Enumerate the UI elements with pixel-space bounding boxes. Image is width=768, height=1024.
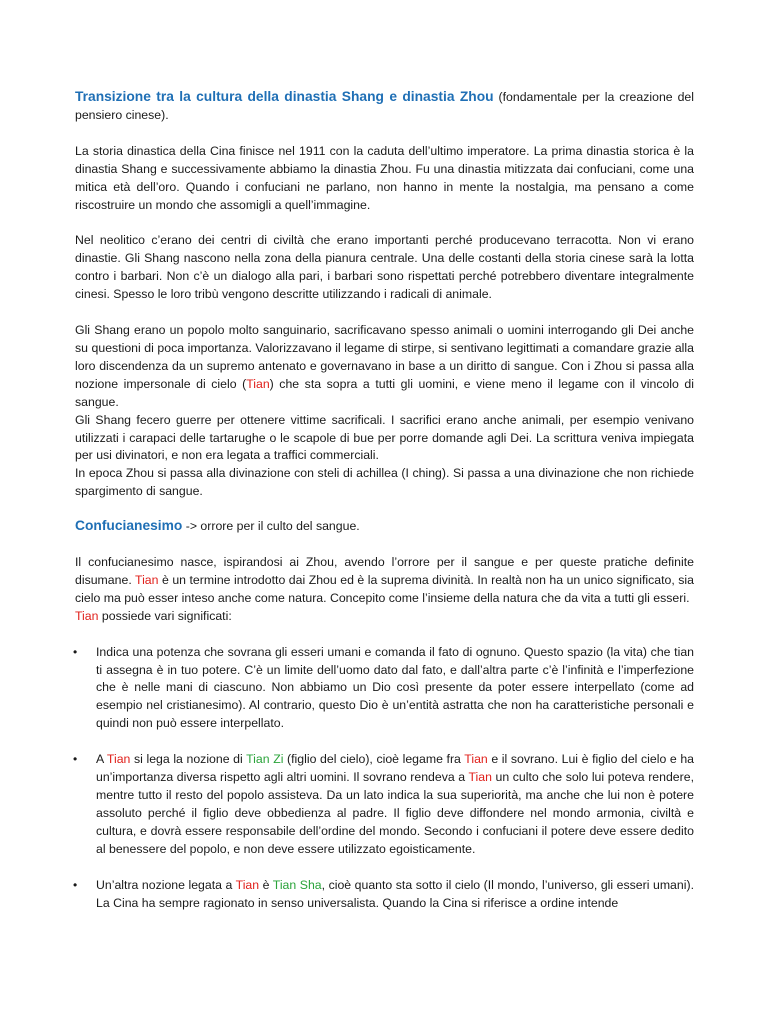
term-tian: Tian bbox=[75, 608, 99, 623]
term-tian: Tian bbox=[468, 770, 492, 785]
paragraph-confucianesimo-nasce: Il confucianesimo nasce, ispirandosi ai Zhou, avendo l’orrore per il sangue e per queste pratiche definite disumane. Tian è un termine introdotto dai Zhou ed è la suprema divinità. In realtà non ha un unico significato, sia cielo ma può esser inteso anche come natura. Concepito come l’insieme della natura che da vita a tutti gli esseri. bbox=[75, 555, 694, 605]
term-tian-zi: Tian Zi bbox=[246, 752, 284, 767]
term-tian: Tian bbox=[135, 572, 159, 587]
section-heading-confucianesimo bbox=[75, 517, 694, 536]
heading-note: (fondamentale per la creazione del pensiero cinese). bbox=[75, 90, 694, 122]
bullet-list bbox=[75, 644, 694, 913]
document-page bbox=[75, 88, 694, 912]
bullet-icon: • bbox=[73, 644, 78, 659]
section-heading-transizione bbox=[75, 88, 694, 125]
term-tian: Tian bbox=[106, 752, 131, 767]
bullet-icon: • bbox=[73, 752, 78, 767]
paragraph-neolitico: Nel neolitico c’erano dei centri di civiltà che erano importanti perché producevano terracotta. Non vi erano dinastie. Gli Shang nascono nella zona della pianura centrale. Una delle costanti della storia cinese sarà la lotta contro i barbari. Non c’è un dialogo alla pari, i barbari sono rispettati perché potrebbero diventare integralmente cinesi. Spesso le loro tribù vengono descritte utilizzando i radicali di animale. bbox=[75, 233, 694, 302]
paragraph-storia-dinastica: La storia dinastica della Cina finisce nel 1911 con la caduta dell’ultimo imperatore. La prima dinastia storica è la dinastia Shang e successivamente abbiamo la dinastia Zhou. Fu una dinastia mitizzata dai confuciani, come una mitica età dell’oro. Quando i confuciani ne parlano, non hanno in mente la nostalgia, ma pensano a come riscostruire un mondo che assomigli a quell’immagine. bbox=[75, 143, 694, 212]
heading-title: Transizione tra la cultura della dinastia Shang e dinastia Zhou bbox=[75, 89, 494, 104]
term-tian-sha: Tian Sha bbox=[272, 877, 322, 892]
bullet-icon: • bbox=[73, 877, 78, 892]
paragraph-shang-sanguinario: Gli Shang erano un popolo molto sanguinario, sacrificavano spesso animali o uomini interrogando gli Dei anche su questioni di poca importanza. Valorizzavano il legame di stirpe, si sentivano legittimati a comandare grazie alla loro discendenza da un supremo antenato e governavano in base a un diritto di sangue. Con i Zhou si passa alla nozione impersonale di cielo (Tian) che sta sopra a tutti gli uomini, e viene meno il legame con il vincolo di sangue. bbox=[75, 323, 694, 409]
term-tian: Tian bbox=[235, 877, 260, 892]
paragraph-tian-significati: Tian possiede vari significati: bbox=[75, 608, 232, 623]
term-tian: Tian bbox=[246, 376, 270, 391]
list-item: • Indica una potenza che sovrana gli esseri umani e comanda il fato di ognuno. Questo spazio (la vita) che tian ti assegna è in tuo potere. C’è un limite dell’uomo dato dal fato, e dall’altra parte c’è l’infinità e l’imperfezione che è nelle mani di ciascuno. Non abbiamo un Dio così presente da poter essere interpellato (come ad esempio nel cristianesimo). Al contrario, questo Dio è un’entità astratta che non ha caratteristiche personali e quindi non può essere interpellato. bbox=[73, 644, 694, 731]
paragraph-guerre: Gli Shang fecero guerre per ottenere vittime sacrificali. I sacrifici erano anche animali, per esempio venivano utilizzati i carapaci delle tartarughe o le scapole di bue per porre domande agli Dei. La scrittura veniva impiegata per usi divinatori, e non era legata a traffici commerciali. bbox=[75, 412, 694, 463]
list-item: • Un’altra nozione legata a Tian è Tian Sha, cioè quanto sta sotto il cielo (Il mondo, l’universo, gli esseri umani). La Cina ha sempre ragionato in senso universalista. Quando la Cina si riferisce a ordine intende bbox=[73, 877, 694, 910]
term-tian: Tian bbox=[464, 752, 488, 767]
heading-title: Confucianesimo bbox=[75, 518, 183, 534]
heading-note: -> orrore per il culto del sangue. bbox=[182, 519, 360, 534]
list-item: • A Tian si lega la nozione di Tian Zi (figlio del cielo), cioè legame fra Tian e il sovrano. Lui è figlio del cielo e ha un’importanza diversa rispetto agli altri uomini. Il sovrano rendeva a Tian un culto che solo lui poteva rendere, mentre tutto il resto del popolo assisteva. Da un lato indica la sua superiorità, ma anche che lui non è potere assoluto perché il figlio deve obbedienza al padre. Il figlio deve diffondere nel mondo armonia, civiltà e cultura, e dovrà essere responsabile dell’ordine del mondo. Secondo i confuciani il potere deve essere dedito al benessere del popolo, e non deve essere utilizzato egoisticamente. bbox=[73, 752, 695, 856]
paragraph-epoca-zhou: In epoca Zhou si passa alla divinazione con steli di achillea (I ching). Si passa a una divinazione che non richiede spargimento di sangue. bbox=[75, 466, 694, 499]
